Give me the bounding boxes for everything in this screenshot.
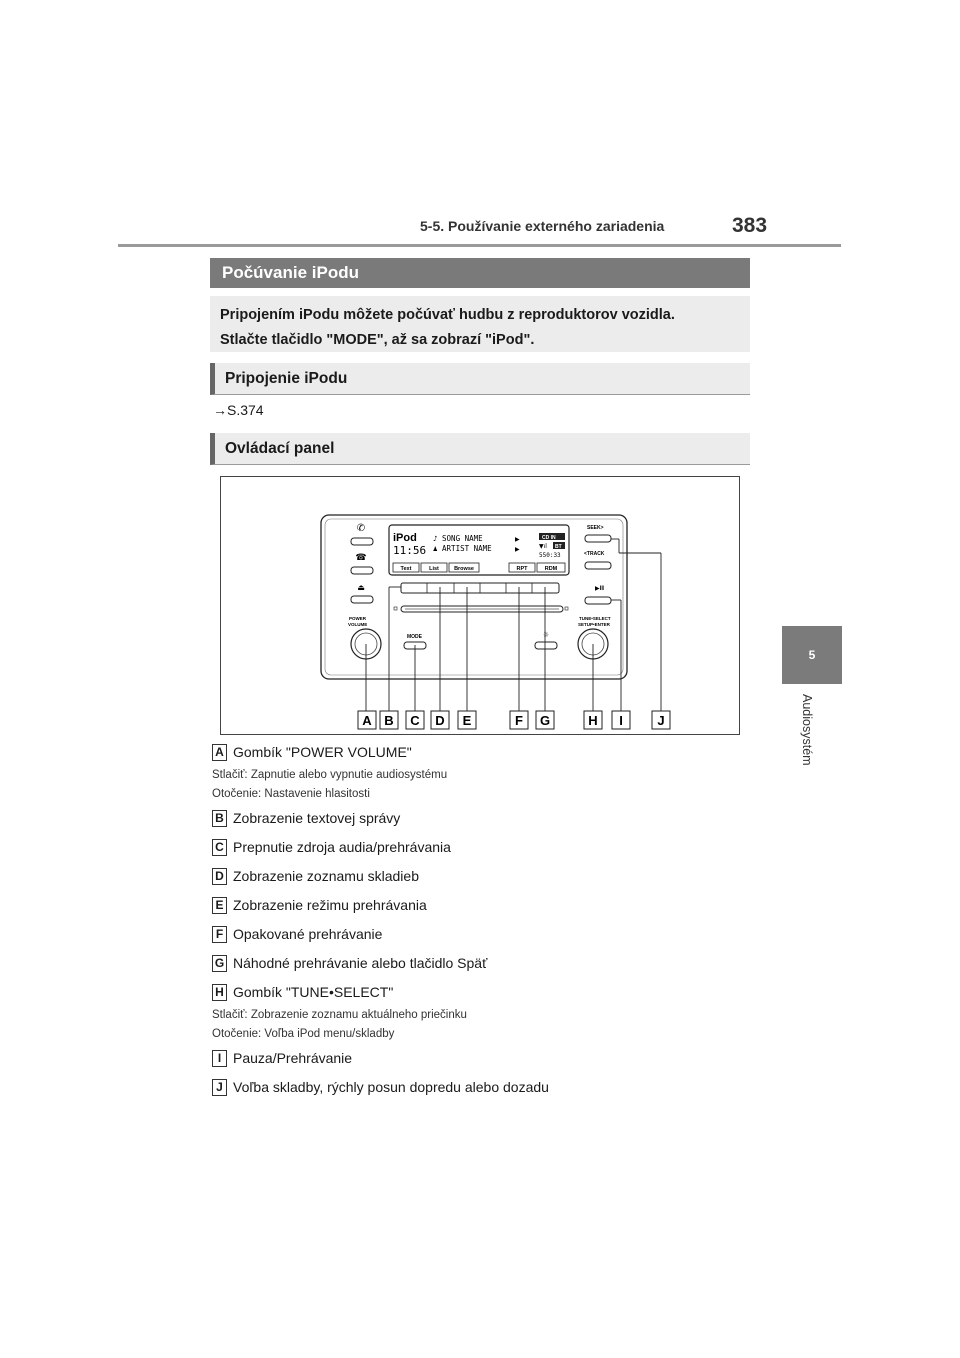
page-reference-link[interactable]: →S.374 (213, 402, 264, 418)
svg-text:RPT: RPT (516, 566, 528, 572)
tune-select-label: TUNE•SELECT (579, 616, 611, 621)
callout-j: J (657, 713, 665, 728)
header-rule (118, 244, 841, 247)
item-text: Zobrazenie textovej správy (233, 810, 401, 826)
mode-label: MODE (407, 634, 422, 640)
item-sub-line: Stlačiť: Zapnutie alebo vypnutie audiosystému (212, 769, 448, 781)
list-item (212, 924, 772, 944)
list-item (212, 837, 772, 857)
item-text: Zobrazenie zoznamu skladieb (233, 868, 419, 884)
soft-key-rdm[interactable] (537, 563, 565, 572)
artist-arrow-icon: ▶ (515, 546, 520, 553)
page-number: 383 (732, 214, 768, 237)
callout-a: A (362, 713, 372, 728)
display-song: ♪ SONG NAME (433, 534, 483, 543)
item-text: Pauza/Prehrávanie (233, 1050, 353, 1066)
control-panel-figure (220, 476, 740, 735)
phone-icon: ✆ (356, 523, 366, 534)
list-item (212, 1077, 772, 1097)
chapter-tab (782, 626, 842, 684)
control-panel-illustration (221, 477, 741, 736)
callout-i: I (619, 713, 623, 728)
bt-text: BT (555, 544, 562, 550)
item-letter: F (212, 926, 227, 943)
callout-c: C (410, 713, 420, 728)
item-sub-lines (212, 1006, 772, 1044)
item-letter: B (212, 810, 227, 827)
page-title: Počúvanie iPodu (210, 258, 750, 288)
list-item (212, 953, 772, 973)
hangup-icon: ☎ (355, 553, 367, 563)
list-item (212, 1048, 772, 1068)
intro-line-1: Pripojením iPodu môžete počúvať hudbu z reproduktorov vozidla. (220, 307, 675, 323)
callout-b: B (384, 713, 394, 728)
item-letter: G (212, 955, 227, 972)
section-heading-panel: Ovládací panel (210, 433, 750, 465)
song-arrow-icon: ▶ (515, 536, 520, 543)
setup-enter-label: SETUP•ENTER (578, 622, 610, 627)
seek-label: SEEK> (587, 525, 604, 531)
item-letter: E (212, 897, 227, 914)
light-icon: ☼ (542, 631, 550, 639)
eject-icon: ⏏ (357, 583, 365, 592)
item-list (212, 742, 772, 1106)
soft-key-list[interactable] (421, 563, 447, 572)
svg-text:RDM: RDM (544, 566, 558, 572)
cd-in-text: CD IN (542, 535, 556, 541)
item-text: Voľba skladby, rýchly posun dopredu alebo dozadu (233, 1079, 549, 1095)
intro-box (210, 296, 750, 352)
item-letter: D (212, 868, 227, 885)
soft-key-browse[interactable] (449, 563, 479, 572)
callout-d: D (435, 713, 445, 728)
callout-e: E (462, 713, 472, 728)
display-source: iPod (393, 532, 417, 544)
callout-h: H (588, 713, 598, 728)
callout-g: G (539, 713, 551, 728)
item-text: Opakované prehrávanie (233, 926, 383, 942)
callout-f: F (515, 713, 523, 728)
section-header: 5-5. Používanie externého zariadenia (420, 218, 665, 234)
svg-text:Browse: Browse (454, 566, 474, 572)
display-clock: 11:56 (393, 544, 427, 557)
chapter-label-wrap (800, 694, 820, 784)
list-item (212, 742, 772, 762)
display-artist: ♟ ARTIST NAME (433, 544, 492, 553)
item-text: Zobrazenie režimu prehrávania (233, 897, 427, 913)
svg-text:Text: Text (400, 566, 412, 572)
signal-icon: ▼ıl (539, 543, 547, 550)
item-sub-line: Otočenie: Voľba iPod menu/skladby (212, 1028, 395, 1040)
chapter-number: 5 (808, 648, 816, 662)
item-sub-line: Otočenie: Nastavenie hlasitosti (212, 788, 370, 800)
item-letter: C (212, 839, 227, 856)
item-letter: J (212, 1079, 227, 1096)
elapsed-time: 550:33 (539, 552, 561, 559)
item-text: Gombík "POWER VOLUME" (233, 744, 412, 760)
track-label: <TRACK (584, 551, 605, 557)
power-volume-label: POWER (349, 616, 367, 621)
item-text: Náhodné prehrávanie alebo tlačidlo Späť (233, 955, 488, 971)
intro-line-2: Stlačte tlačidlo "MODE", až sa zobrazí "iPod". (220, 332, 535, 348)
item-sub-lines (212, 766, 772, 804)
item-letter: H (212, 984, 227, 1001)
item-text: Gombík "TUNE•SELECT" (233, 984, 394, 1000)
section-heading-connect: Pripojenie iPodu (210, 363, 750, 395)
item-sub-line: Stlačiť: Zobrazenie zoznamu aktuálneho priečinku (212, 1009, 467, 1021)
play-pause-icon: ▶II (595, 585, 605, 592)
list-item (212, 866, 772, 886)
chapter-label: Audiosystém (800, 694, 814, 766)
item-letter: I (212, 1050, 227, 1067)
soft-key-text[interactable] (393, 563, 419, 572)
list-item (212, 982, 772, 1002)
soft-key-rpt[interactable] (509, 563, 535, 572)
item-letter: A (212, 744, 227, 761)
list-item (212, 895, 772, 915)
list-item (212, 808, 772, 828)
power-volume-label-2: VOLUME (348, 622, 368, 627)
callout-labels (358, 711, 670, 729)
svg-text:List: List (429, 566, 439, 572)
item-text: Prepnutie zdroja audia/prehrávania (233, 839, 451, 855)
